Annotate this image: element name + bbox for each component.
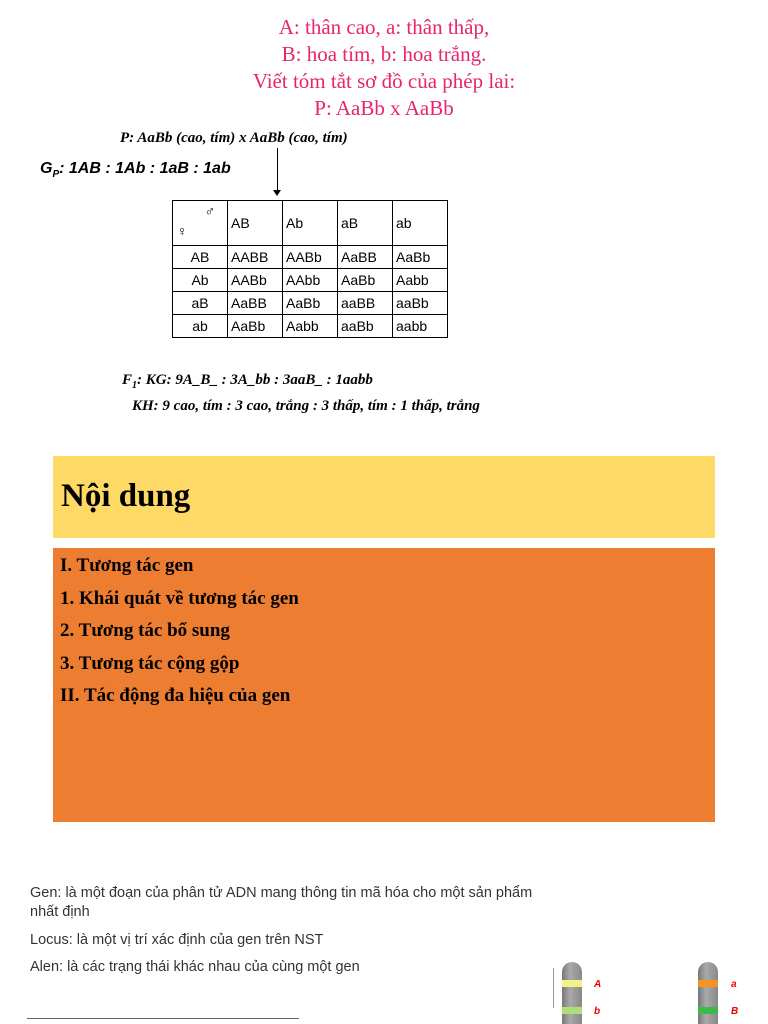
list-item: 3. Tương tác cộng gộp bbox=[60, 652, 240, 674]
arrow-line bbox=[277, 148, 278, 192]
divider bbox=[27, 1018, 299, 1019]
chromosome-body bbox=[698, 962, 718, 1024]
definition-locus: Locus: là một vị trí xác định của gen trên NST bbox=[30, 932, 324, 948]
row-header: AB bbox=[173, 246, 228, 269]
header-line-3: Viết tóm tắt sơ đồ của phép lai: bbox=[252, 69, 516, 93]
allele-band-top bbox=[562, 980, 582, 987]
genotype-cell: AABb bbox=[283, 246, 338, 269]
f1-genotype-ratio bbox=[122, 372, 373, 391]
definition-gen: Gen: là một đoạn của phân tử ADN mang thông tin mã hóa cho một sản phẩm nhất định bbox=[30, 885, 533, 920]
allele-band-bottom bbox=[562, 1007, 582, 1014]
punnett-row bbox=[173, 246, 448, 269]
header-line-2: B: hoa tím, b: hoa trắng. bbox=[281, 42, 487, 66]
gametes-sub: P bbox=[52, 169, 60, 181]
col-header: AB bbox=[228, 201, 283, 246]
gametes-label: G bbox=[40, 160, 53, 177]
row-header: Ab bbox=[173, 269, 228, 292]
section-content-box bbox=[53, 548, 715, 822]
punnett-square bbox=[172, 200, 448, 338]
genotype-cell: AABB bbox=[228, 246, 283, 269]
punnett-header-row bbox=[173, 201, 448, 246]
genotype-cell: aaBb bbox=[393, 292, 448, 315]
genotype-cell: AaBB bbox=[228, 292, 283, 315]
parent-cross: P: AaBb (cao, tím) x AaBb (cao, tím) bbox=[120, 130, 348, 146]
list-item: 2. Tương tác bổ sung bbox=[60, 620, 230, 641]
list-item: 1. Khái quát về tương tác gen bbox=[60, 587, 299, 609]
f1-label: F bbox=[122, 372, 133, 388]
list-item: II. Tác động đa hiệu của gen bbox=[60, 685, 291, 706]
chromosome-1 bbox=[556, 958, 588, 1024]
genotype-cell: aaBb bbox=[338, 315, 393, 338]
genotype-cell: AaBb bbox=[283, 292, 338, 315]
f1-sub: 1 bbox=[132, 380, 138, 391]
genotype-cell: AABb bbox=[228, 269, 283, 292]
genotype-cell: AaBb bbox=[393, 246, 448, 269]
col-header: Ab bbox=[283, 201, 338, 246]
genotype-cell: AaBb bbox=[338, 269, 393, 292]
genotype-cell: aabb bbox=[393, 315, 448, 338]
arrow-head-icon bbox=[273, 190, 281, 196]
allele-label: A bbox=[594, 979, 602, 990]
chromosome-body bbox=[562, 962, 582, 1024]
header-line-1: A: thân cao, a: thân thấp, bbox=[278, 15, 490, 39]
male-symbol-icon: ♂ bbox=[204, 203, 215, 219]
genotype-cell: AaBB bbox=[338, 246, 393, 269]
punnett-row bbox=[173, 315, 448, 338]
allele-band-bottom bbox=[698, 1007, 718, 1014]
allele-label: a bbox=[731, 979, 737, 990]
list-item: I. Tương tác gen bbox=[60, 555, 194, 576]
row-header: ab bbox=[173, 315, 228, 338]
genotype-cell: Aabb bbox=[283, 315, 338, 338]
sex-cell bbox=[173, 201, 228, 246]
definition-alen: Alen: là các trạng thái khác nhau của cùng một gen bbox=[30, 959, 360, 975]
genotype-cell: aaBB bbox=[338, 292, 393, 315]
chromosome-marker-line bbox=[553, 968, 554, 1008]
allele-label: b bbox=[594, 1006, 601, 1017]
allele-band-top bbox=[698, 980, 718, 987]
female-symbol-icon: ♀ bbox=[177, 223, 188, 239]
gametes-line bbox=[40, 160, 231, 180]
section-title: Nội dung bbox=[61, 478, 191, 514]
col-header: aB bbox=[338, 201, 393, 246]
punnett-row bbox=[173, 292, 448, 315]
row-header: aB bbox=[173, 292, 228, 315]
col-header: ab bbox=[393, 201, 448, 246]
f1-phenotype-ratio: KH: 9 cao, tím : 3 cao, trắng : 3 thấp, tím : 1 thấp, trắng bbox=[132, 398, 480, 414]
genotype-cell: AAbb bbox=[283, 269, 338, 292]
allele-label: B bbox=[731, 1006, 739, 1017]
genotype-cell: Aabb bbox=[393, 269, 448, 292]
content-list bbox=[60, 550, 299, 713]
header-line-4: P: AaBb x AaBb bbox=[314, 96, 454, 120]
gametes-text: : 1AB : 1Ab : 1aB : 1ab bbox=[59, 160, 231, 177]
section-title-box bbox=[53, 456, 715, 538]
punnett-row bbox=[173, 269, 448, 292]
f1-text: : KG: 9A_B_ : 3A_bb : 3aaB_ : 1aabb bbox=[137, 372, 373, 388]
genotype-cell: AaBb bbox=[228, 315, 283, 338]
chromosome-2 bbox=[692, 958, 724, 1024]
